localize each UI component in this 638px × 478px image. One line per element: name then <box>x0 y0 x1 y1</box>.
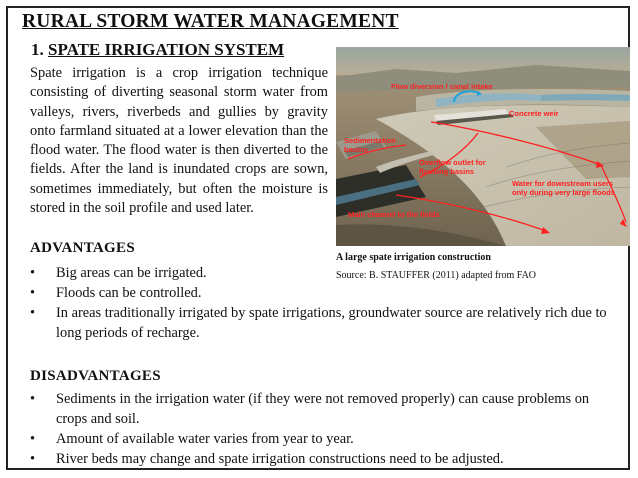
disadvantage-text: Sediments in the irrigation water (if they were not removed properly) can cause problems on crops and soil. <box>56 391 590 427</box>
bullet-icon: • <box>30 305 36 321</box>
label-downstream-users <box>512 179 615 197</box>
list-item <box>30 429 620 449</box>
bullet-icon: • <box>30 451 36 467</box>
label-sedimentation-basins-line: basins <box>344 145 368 154</box>
label-overflow-outlet-line: Overflow outlet for <box>419 158 486 167</box>
list-item <box>30 389 620 429</box>
advantage-text: In areas traditionally irrigated by spate irrigations, groundwater source are relatively rich due to long periods of recharge. <box>56 305 607 341</box>
intro-paragraph: Spate irrigation is a crop irrigation technique consisting of diverting seasonal storm water from valleys, rivers, riverbeds and gullies by gravity onto farmland situated at a lower elevation than the flood water. The flood water is then diverted to the fields. After the land is inundated crops are sown, sometimes immediately, but often the moisture is stored in the soil profile and used later. <box>30 65 328 217</box>
bullet-icon: • <box>30 285 36 301</box>
disadvantages-list <box>30 389 620 469</box>
advantages-list <box>30 263 620 343</box>
disadvantage-text: River beds may change and spate irrigation constructions need to be adjusted. <box>56 451 504 467</box>
slide-title: RURAL STORM WATER MANAGEMENT <box>22 11 399 32</box>
label-main-channel: Main channel to the fields <box>348 210 440 219</box>
label-flow-diversion: Flow diversion / canal intake <box>391 82 493 91</box>
label-concrete-weir: Concrete weir <box>509 109 559 118</box>
list-item <box>30 449 620 469</box>
figure-source: Source: B. STAUFFER (2011) adapted from FAO <box>336 270 537 281</box>
disadvantages-heading: DISADVANTAGES <box>30 368 161 384</box>
list-item <box>30 303 620 343</box>
advantage-text: Big areas can be irrigated. <box>56 265 207 281</box>
disadvantage-text: Amount of available water varies from year to year. <box>56 431 354 447</box>
bullet-icon: • <box>30 265 36 281</box>
figure-caption: A large spate irrigation construction <box>336 252 491 263</box>
list-item <box>30 283 620 303</box>
bullet-icon: • <box>30 391 36 407</box>
advantage-text: Floods can be controlled. <box>56 285 202 301</box>
label-downstream-users-line: Water for downstream users <box>512 179 613 188</box>
advantages-heading: ADVANTAGES <box>30 240 135 256</box>
bullet-icon: • <box>30 431 36 447</box>
section-number: 1. <box>31 40 44 59</box>
label-overflow-outlet-line: flushing basins <box>419 167 475 176</box>
label-downstream-users-line: only during very large floods <box>512 188 615 197</box>
spate-irrigation-photo <box>336 47 630 246</box>
section-heading <box>31 40 284 60</box>
section-title: SPATE IRRIGATION SYSTEM <box>48 40 285 59</box>
list-item <box>30 263 620 283</box>
label-sedimentation-basins-line: Sedimentation <box>344 136 396 145</box>
